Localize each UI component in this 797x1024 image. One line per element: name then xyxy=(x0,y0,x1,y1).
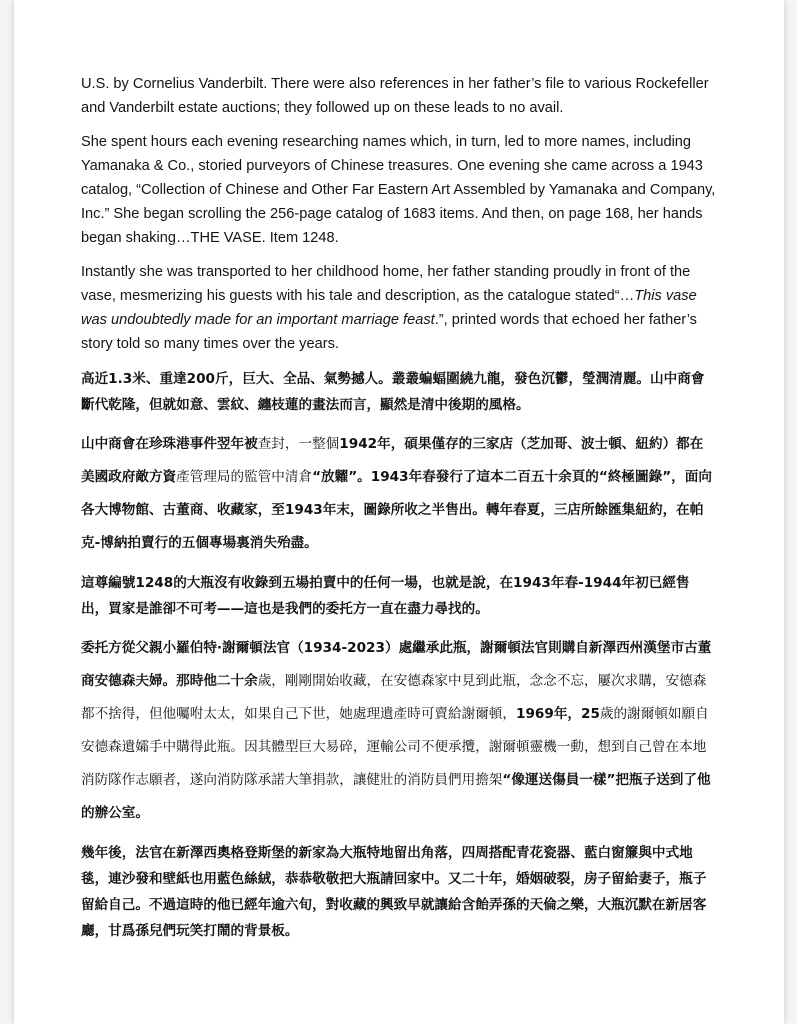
sheldon-provenance-part-c: 1969年，25 xyxy=(516,706,600,722)
yamanaka-history-part-b: 查封，一整個 xyxy=(257,436,340,452)
paragraph-vanderbilt-auctions: U.S. by Cornelius Vanderbilt. There were also references in her father’s file to various Rockefeller and Vanderbilt estate auctions; they followed up on these leads to no avail. xyxy=(81,76,709,116)
yamanaka-history-part-a: 山中商會在珍珠港事件翌年被 xyxy=(81,436,258,452)
sheldon-provenance-part-b: 歲，剛剛開始收藏，在安德森家中見到此瓶，念念不忘，屢次求購，安德森都不捨得，但他囑咐太太，如果自己下世，她處理遺產時可賣給謝爾頓， xyxy=(81,673,707,722)
paragraph-childhood-memory-start: Instantly she was transported to her childhood home, her father standing proudly in front of the vase, mesmerizing his guests with his tale and description, as the catalogue stated“… xyxy=(81,264,691,304)
paragraph-new-home-zh: 幾年後，法官在新澤西奧格登斯堡的新家為大瓶特地留出角落，四周搭配青花瓷器、藍白窗簾與中式地毯，連沙發和壁紙也用藍色絲絨，恭恭敬敬把大瓶請回家中。又二十年，婚姻破裂，房子留給妻子，瓶子留給自己。不過這時的他已經年逾六旬，對收藏的興致早就讓給含飴弄孫的天倫之樂，大瓶沉默在新居客廳，甘爲孫兒們玩笑打鬧的背景板。 xyxy=(81,845,707,939)
paragraph-vase-description-zh: 高近1.3米、重達200斤，巨大、全品、氣勢撼人。叢叢蝙蝠圍繞九龍，發色沉鬱，瑩潤清麗。山中商會斷代乾隆，但就如意、雲紋、纏枝蓮的畫法而言，顯然是清中後期的風格。 xyxy=(81,371,705,413)
paragraph-item-1248-zh: 這尊編號1248的大瓶沒有收錄到五場拍賣中的任何一場，也就是說，在1943年春-1944年初已經售出，買家是誰卻不可考——這也是我們的委托方一直在盡力尋找的。 xyxy=(81,575,690,617)
document-page xyxy=(14,0,784,1024)
document-body xyxy=(81,72,716,954)
sheldon-provenance-part-d: 歲的謝爾頓如願自安德森遺孀手中購得此瓶。因其體型巨大易碎，運輸公司不便承攬，謝爾頓靈機一動，想到自己曾在本地消防隊作志願者，遂向消防隊承諾大筆捐款，讓健壯的消防員們用擔架 xyxy=(81,706,709,788)
catalogue-quote: This vase was undoubtedly made for an important marriage feast xyxy=(81,288,697,328)
paragraph-childhood-memory-end: .”, printed words that echoed her father’s story told so many times over the years. xyxy=(81,312,697,352)
sheldon-provenance-part-e: “像運送傷員一樣”把瓶子送到了他的辦公室。 xyxy=(81,772,711,821)
paragraph-yamanaka-catalog: She spent hours each evening researching names which, in turn, led to more names, including Yamanaka & Co., storied purveyors of Chinese treasures. One evening she came across a 1943 catalog, “Collection of Chinese and Other Far Eastern Art Assembled by Yamanaka and Company, Inc.” She began scrolling the 256-page catalog of 1683 items. And then, on page 168, her hands began shaking…THE VASE. Item 1248. xyxy=(81,134,716,246)
paragraph-childhood-memory xyxy=(81,260,716,356)
yamanaka-history-part-d: 產管理局的監管中清倉 xyxy=(176,469,313,485)
sheldon-provenance-part-a: 委托方從父親小羅伯特·謝爾頓法官（1934-2023）處繼承此瓶，謝爾頓法官則購自新澤西州漢堡市古董商安德森夫婦。那時他二十余 xyxy=(81,640,712,689)
yamanaka-history-part-e: “放糶”。1943年春發行了這本二百五十余頁的“終極圖錄”，面向各大博物館、古董商、收藏家，至1943年末，圖錄所收之半售出。轉年春夏，三店所餘匯集紐約，在帕克-博納拍賣行的五個專場裏消失殆盡。 xyxy=(81,469,712,551)
yamanaka-history-part-c: 1942年，碩果僅存的三家店（芝加哥、波士頓、紐約）都在美國政府敵方資 xyxy=(81,436,704,485)
paragraph-sheldon-provenance-zh xyxy=(81,632,716,830)
paragraph-yamanaka-history-zh xyxy=(81,428,716,560)
